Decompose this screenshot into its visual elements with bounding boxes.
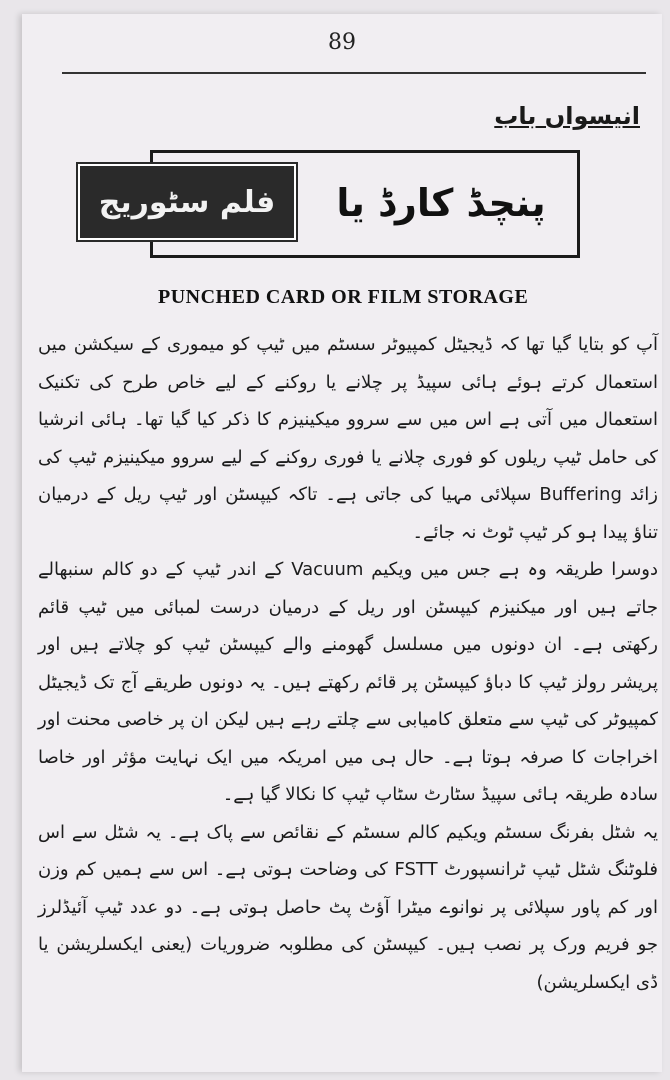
title-film-storage: فلم سٹوریج: [78, 164, 296, 240]
paragraph: آپ کو بتایا گیا تھا کہ ڈیجیٹل کمپیوٹر سسٹم میں ٹیپ کو میموری کے سیکشن میں استعمال کرتے ہوئے ہائی سپیڈ پر چلانے یا روکنے کے لیے خاص طرح کی تکنیک استعمال میں آتی ہے اس میں سے سروو میکینیزم کا ذکر کیا گیا تھا۔ ہائی انرشیا کی حامل ٹیپ ریلوں کو فوری چلانے یا فوری روکنے کے لیے سروو میکینیزم ٹیپ کی زائد Buffering سپلائی مہیا کی جاتی ہے۔ تاکہ کیپسٹن اور ٹیپ ریل کے درمیان تناؤ پیدا ہو کر ٹیپ ٹوٹ نہ جائے۔: [38, 334, 659, 543]
paragraph: یہ شٹل بفرنگ سسٹم ویکیم کالم سسٹم کے نقائص سے پاک ہے۔ یہ شٹل سے اس فلوٹنگ شٹل ٹیپ ٹرانسپورٹ FSTT کی وضاحت ہوتی ہے۔ اس سے ہمیں کم وزن اور کم پاور سپلائی پر نوانوے میٹرا آؤٹ پٹ حاصل ہوتی ہے۔ دو عدد ٹیپ آئیڈلرز جو فریم ورک پر نصب ہیں۔ کیپسٹن کی مطلوبہ ضروریات (یعنی ایکسلریشن یا ڈی ایکسلریشن): [38, 821, 658, 993]
title-punched-card: پنچڈ کارڈ یا: [336, 181, 546, 225]
page-number: 89: [328, 30, 356, 55]
book-page: [22, 14, 662, 1072]
header-rule: [62, 72, 646, 74]
chapter-label: انیسواں باب: [494, 102, 640, 130]
body-text: [38, 326, 658, 1001]
paragraph: دوسرا طریقہ وہ ہے جس میں ویکیم Vacuum کے اندر ٹیپ کے دو کالم سنبھالے جاتے ہیں اور میکنیزم کیپسٹن اور ریل کے درمیان درست لمبائی میں ٹیپ قائم رکھتی ہے۔ ان دونوں میں مسلسل گھومنے والے کیپسٹن ٹیپ کو چلاتے ہیں اور پریشر رولز ٹیپ کا دباؤ کیپسٹن پر قائم رکھتے ہیں۔ یہ دونوں طریقے آج تک ڈیجیٹل کمپیوٹر کی ٹیپ سے متعلق کامیابی سے چلتے رہے ہیں لیکن ان پر خاصی محنت اور اخراجات کا صرفہ ہوتا ہے۔ حال ہی میں امریکہ میں ایک نہایت مؤثر اور خاصا سادہ طریقہ ہائی سپیڈ سٹارٹ سٹاپ ٹیپ کا نکالا گیا ہے۔: [38, 559, 658, 805]
chapter-subtitle: PUNCHED CARD OR FILM STORAGE: [158, 286, 529, 308]
